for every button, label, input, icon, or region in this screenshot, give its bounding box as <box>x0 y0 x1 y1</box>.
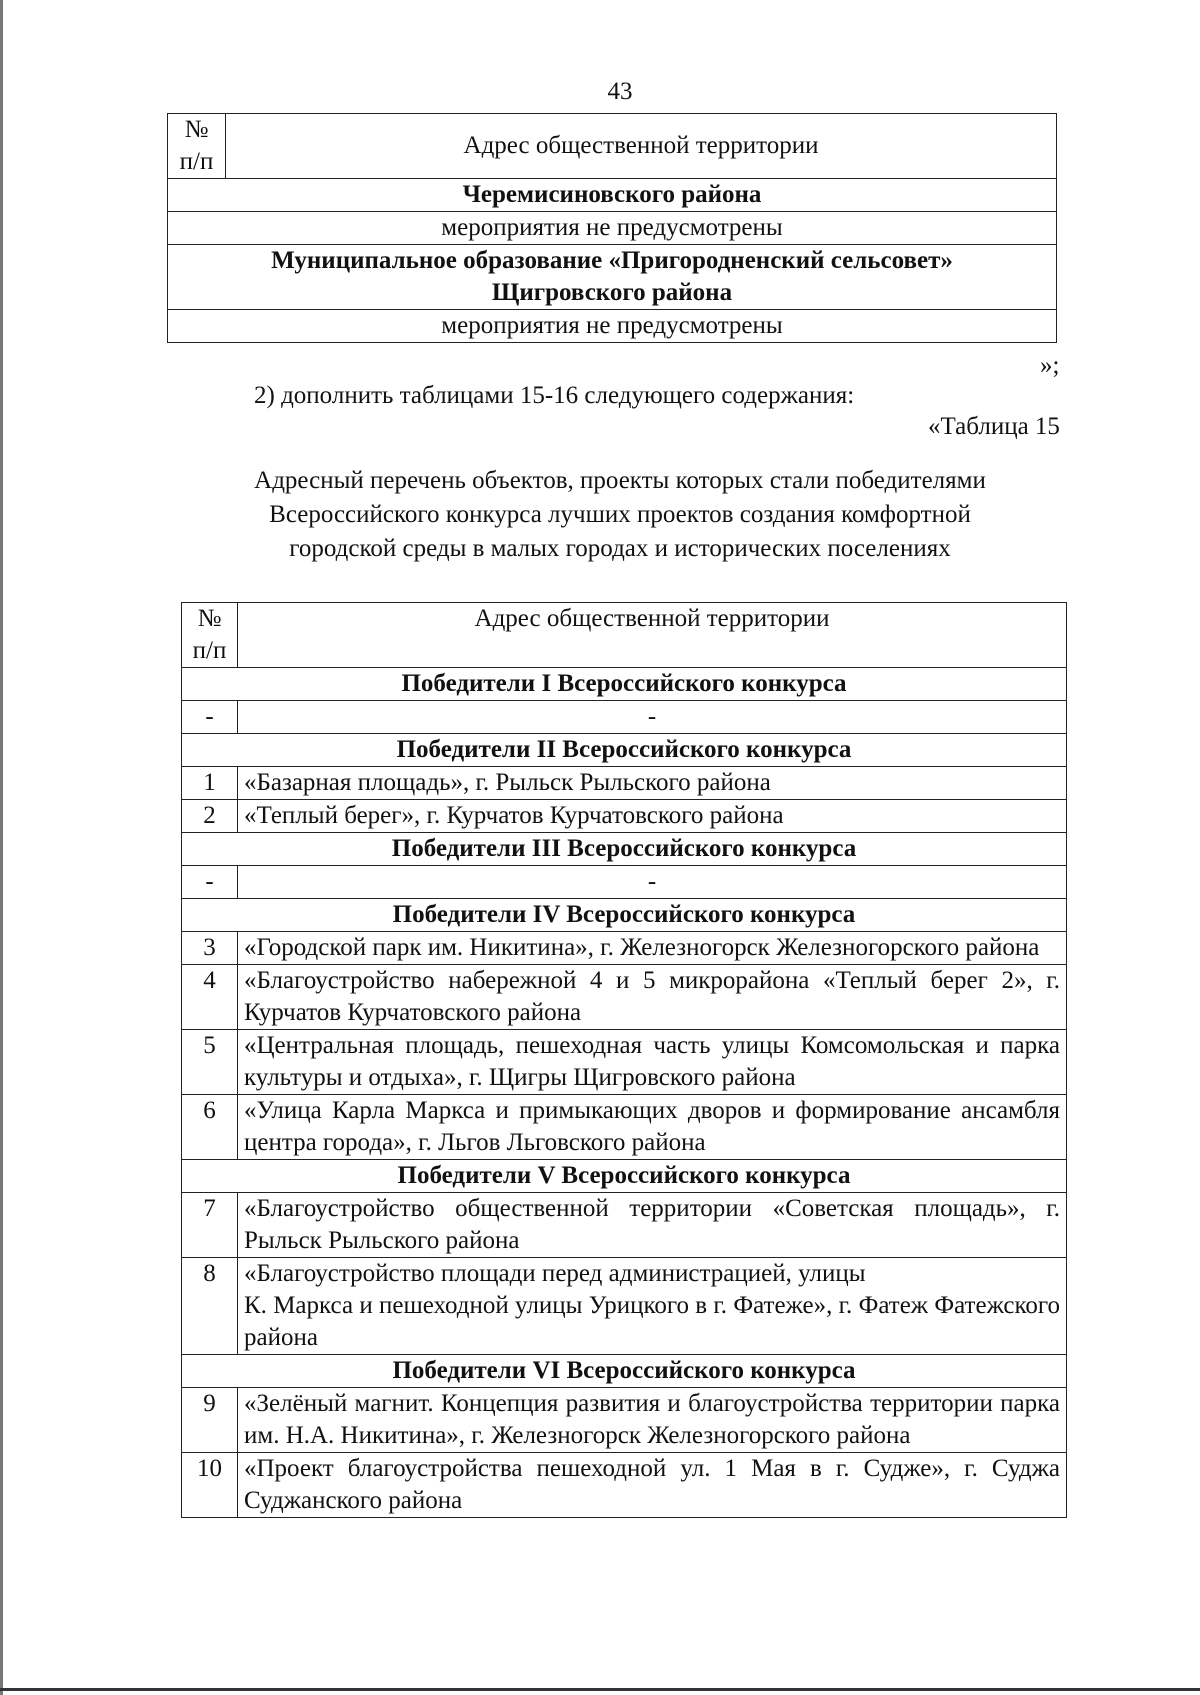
table-row <box>182 701 1067 734</box>
table-row <box>182 800 1067 833</box>
table-title: Адресный перечень объектов, проекты которых стали победителями Всероссийского конкурса лучших проектов создания комфортной городской среды в малых городах и исторических поселениях <box>254 467 986 562</box>
row-number: 2 <box>182 800 238 833</box>
section-row <box>168 179 1057 212</box>
row-address: «Проект благоустройства пешеходной ул. 1 Мая в г. Судже», г. Суджа Суджанского района <box>238 1453 1067 1518</box>
row-address: - <box>238 701 1067 734</box>
section-row <box>182 1160 1067 1193</box>
row-address: «Городской парк им. Никитина», г. Железногорск Железногорского района <box>238 932 1067 965</box>
section-heading: Победители III Всероссийского конкурса <box>182 833 1067 866</box>
row-address: «Улица Карла Маркса и примыкающих дворов и формирование ансамбля центра города», г. Льгов Льговского района <box>238 1095 1067 1160</box>
row-number: 10 <box>182 1453 238 1518</box>
row-number: 7 <box>182 1193 238 1258</box>
section-heading: Победители IV Всероссийского конкурса <box>182 899 1067 932</box>
section-heading: Черемисиновского района <box>168 179 1057 212</box>
table-row <box>182 965 1067 1030</box>
table-label: «Таблица 15 <box>928 413 1060 440</box>
table-row <box>182 767 1067 800</box>
scan-edge-left <box>0 0 3 1695</box>
table-header-row <box>182 603 1067 668</box>
section-row <box>182 833 1067 866</box>
table-row <box>182 1388 1067 1453</box>
page-number: 43 <box>607 78 633 105</box>
table-row <box>182 932 1067 965</box>
section-row <box>182 734 1067 767</box>
table-row <box>182 1095 1067 1160</box>
table-row <box>182 1193 1067 1258</box>
section-row <box>182 899 1067 932</box>
instruction-text: 2) дополнить таблицами 15-16 следующего содержания: <box>254 382 855 409</box>
note-text: мероприятия не предусмотрены <box>168 310 1057 343</box>
row-number: 9 <box>182 1388 238 1453</box>
row-number: 1 <box>182 767 238 800</box>
note-text: мероприятия не предусмотрены <box>168 212 1057 245</box>
row-number: 8 <box>182 1258 238 1355</box>
section-row <box>182 1355 1067 1388</box>
table-row <box>182 866 1067 899</box>
table-row <box>182 1453 1067 1518</box>
section-heading: Победители V Всероссийского конкурса <box>182 1160 1067 1193</box>
scan-edge-bottom <box>0 1688 1200 1691</box>
section-heading: Муниципальное образование «Пригородненский сельсовет» Щигровского района <box>168 245 1057 310</box>
table-continued <box>167 113 1057 343</box>
row-number: - <box>182 866 238 899</box>
row-address: «Базарная площадь», г. Рыльск Рыльского района <box>238 767 1067 800</box>
row-address: «Центральная площадь, пешеходная часть улицы Комсомольская и парка культуры и отдыха», г. Щигры Щигровского района <box>238 1030 1067 1095</box>
row-number: 5 <box>182 1030 238 1095</box>
table-header-row <box>168 114 1057 179</box>
row-address: «Благоустройство площади перед администрацией, улицы К. Маркса и пешеходной улицы Урицкого в г. Фатеже», г. Фатеж Фатежского района <box>238 1258 1067 1355</box>
header-num: № п/п <box>168 114 226 179</box>
row-address: «Благоустройство общественной территории «Советская площадь», г. Рыльск Рыльского района <box>238 1193 1067 1258</box>
section-row <box>182 668 1067 701</box>
row-address: «Благоустройство набережной 4 и 5 микрорайона «Теплый берег 2», г. Курчатов Курчатовского района <box>238 965 1067 1030</box>
section-row <box>168 245 1057 310</box>
section-heading: Победители II Всероссийского конкурса <box>182 734 1067 767</box>
header-num: № п/п <box>182 603 238 668</box>
note-row <box>168 310 1057 343</box>
note-row <box>168 212 1057 245</box>
header-address: Адрес общественной территории <box>226 114 1057 179</box>
row-number: 4 <box>182 965 238 1030</box>
section-heading: Победители VI Всероссийского конкурса <box>182 1355 1067 1388</box>
row-number: - <box>182 701 238 734</box>
closing-quote: »; <box>1040 352 1060 379</box>
row-address: «Зелёный магнит. Концепция развития и благоустройства территории парка им. Н.А. Никитина», г. Железногорск Железногорского района <box>238 1388 1067 1453</box>
row-number: 3 <box>182 932 238 965</box>
row-address: - <box>238 866 1067 899</box>
table-row <box>182 1030 1067 1095</box>
table-row <box>182 1258 1067 1355</box>
winners-table <box>181 602 1067 1518</box>
row-address: «Теплый берег», г. Курчатов Курчатовского района <box>238 800 1067 833</box>
row-number: 6 <box>182 1095 238 1160</box>
section-heading: Победители I Всероссийского конкурса <box>182 668 1067 701</box>
header-address: Адрес общественной территории <box>238 603 1067 668</box>
